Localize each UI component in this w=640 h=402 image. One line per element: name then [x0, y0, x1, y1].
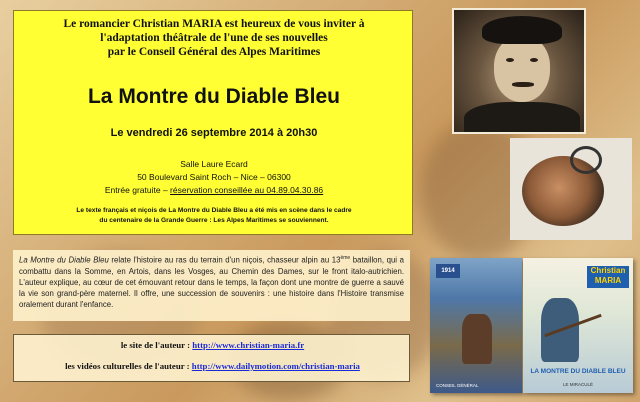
event-date: Le vendredi 26 septembre 2014 à 20h30: [110, 127, 318, 139]
soldier-illustration: [462, 314, 492, 364]
note-line: Le texte français et niçois de La Montre du Diable Bleu a été mis en scène dans le cadre: [76, 207, 352, 214]
entry-info: [14, 184, 414, 197]
invitation-intro: [24, 17, 404, 59]
book-author: Christian MARIA: [587, 266, 629, 288]
centenary-note: [24, 206, 404, 226]
portrait-face: [494, 36, 550, 102]
watch-ring: [570, 146, 602, 174]
portrait-moustache: [512, 82, 534, 87]
book-cover-1: [430, 258, 522, 393]
book-badge: 1914: [436, 264, 460, 278]
intro-line: Le romancier Christian MARIA est heureux de vous inviter à: [63, 18, 365, 30]
intro-line: l'adaptation théâtrale de l'une de ses nouvelles: [100, 32, 328, 44]
summary-text: bataillon, qui a combattu dans la Somme, en Artois, dans les Vosges, au Chemin des Dames, sur le front italo-autrichien. L'auteur explique, au cœur de cet émouvant retour dans le temps, la façon dont une montre de guerre a sauvé la vie son grand-père maternel. Il offre, une succession de souvenirs : une histoire dans l'Histoire transmise oralement durant l'enfance.: [19, 255, 404, 309]
intro-line: par le Conseil Général des Alpes Maritimes: [107, 46, 321, 58]
book-publisher: CONSEIL GÉNÉRAL: [436, 383, 479, 388]
videos-link[interactable]: http://www.dailymotion.com/christian-maria: [191, 361, 360, 371]
videos-link-row: [14, 361, 411, 371]
reservation-link[interactable]: réservation conseillée au 04.89.04.30.86: [170, 185, 324, 195]
note-line: du centenaire de la Grande Guerre : Les Alpes Maritimes se souviennent.: [99, 217, 329, 224]
pocket-watch-photo: [510, 138, 632, 240]
portrait-jacket: [464, 102, 580, 134]
venue-address: 50 Boulevard Saint Roch – Nice – 06300: [137, 172, 291, 182]
site-label: le site de l'auteur :: [120, 340, 193, 350]
book-summary: [13, 250, 410, 321]
portrait-eye: [530, 58, 538, 62]
entry-label: Entrée gratuite –: [104, 185, 171, 195]
summary-book-title: La Montre du Diable Bleu: [19, 255, 109, 265]
site-link-row: [14, 340, 411, 350]
portrait-eye: [506, 58, 514, 62]
invitation-panel: [13, 10, 413, 235]
superscript: ème: [340, 255, 351, 261]
summary-text: relate l'histoire au ras du terrain d'un niçois, chasseur alpin au 13: [108, 255, 341, 265]
site-link[interactable]: http://www.christian-maria.fr: [192, 340, 305, 350]
play-title: La Montre du Diable Bleu: [87, 85, 341, 108]
author-links-panel: [13, 334, 410, 382]
videos-label: les vidéos culturelles de l'auteur :: [65, 361, 192, 371]
venue-block: [14, 158, 414, 197]
book-subtitle: LE MIRACULÉ: [562, 382, 593, 387]
book-cover-2: [523, 258, 633, 393]
portrait-beret: [482, 16, 562, 44]
venue-name: Salle Laure Ecard: [180, 159, 248, 169]
author-grandfather-portrait: [452, 8, 586, 134]
book-title: LA MONTRE DU DIABLE BLEU: [530, 368, 626, 375]
